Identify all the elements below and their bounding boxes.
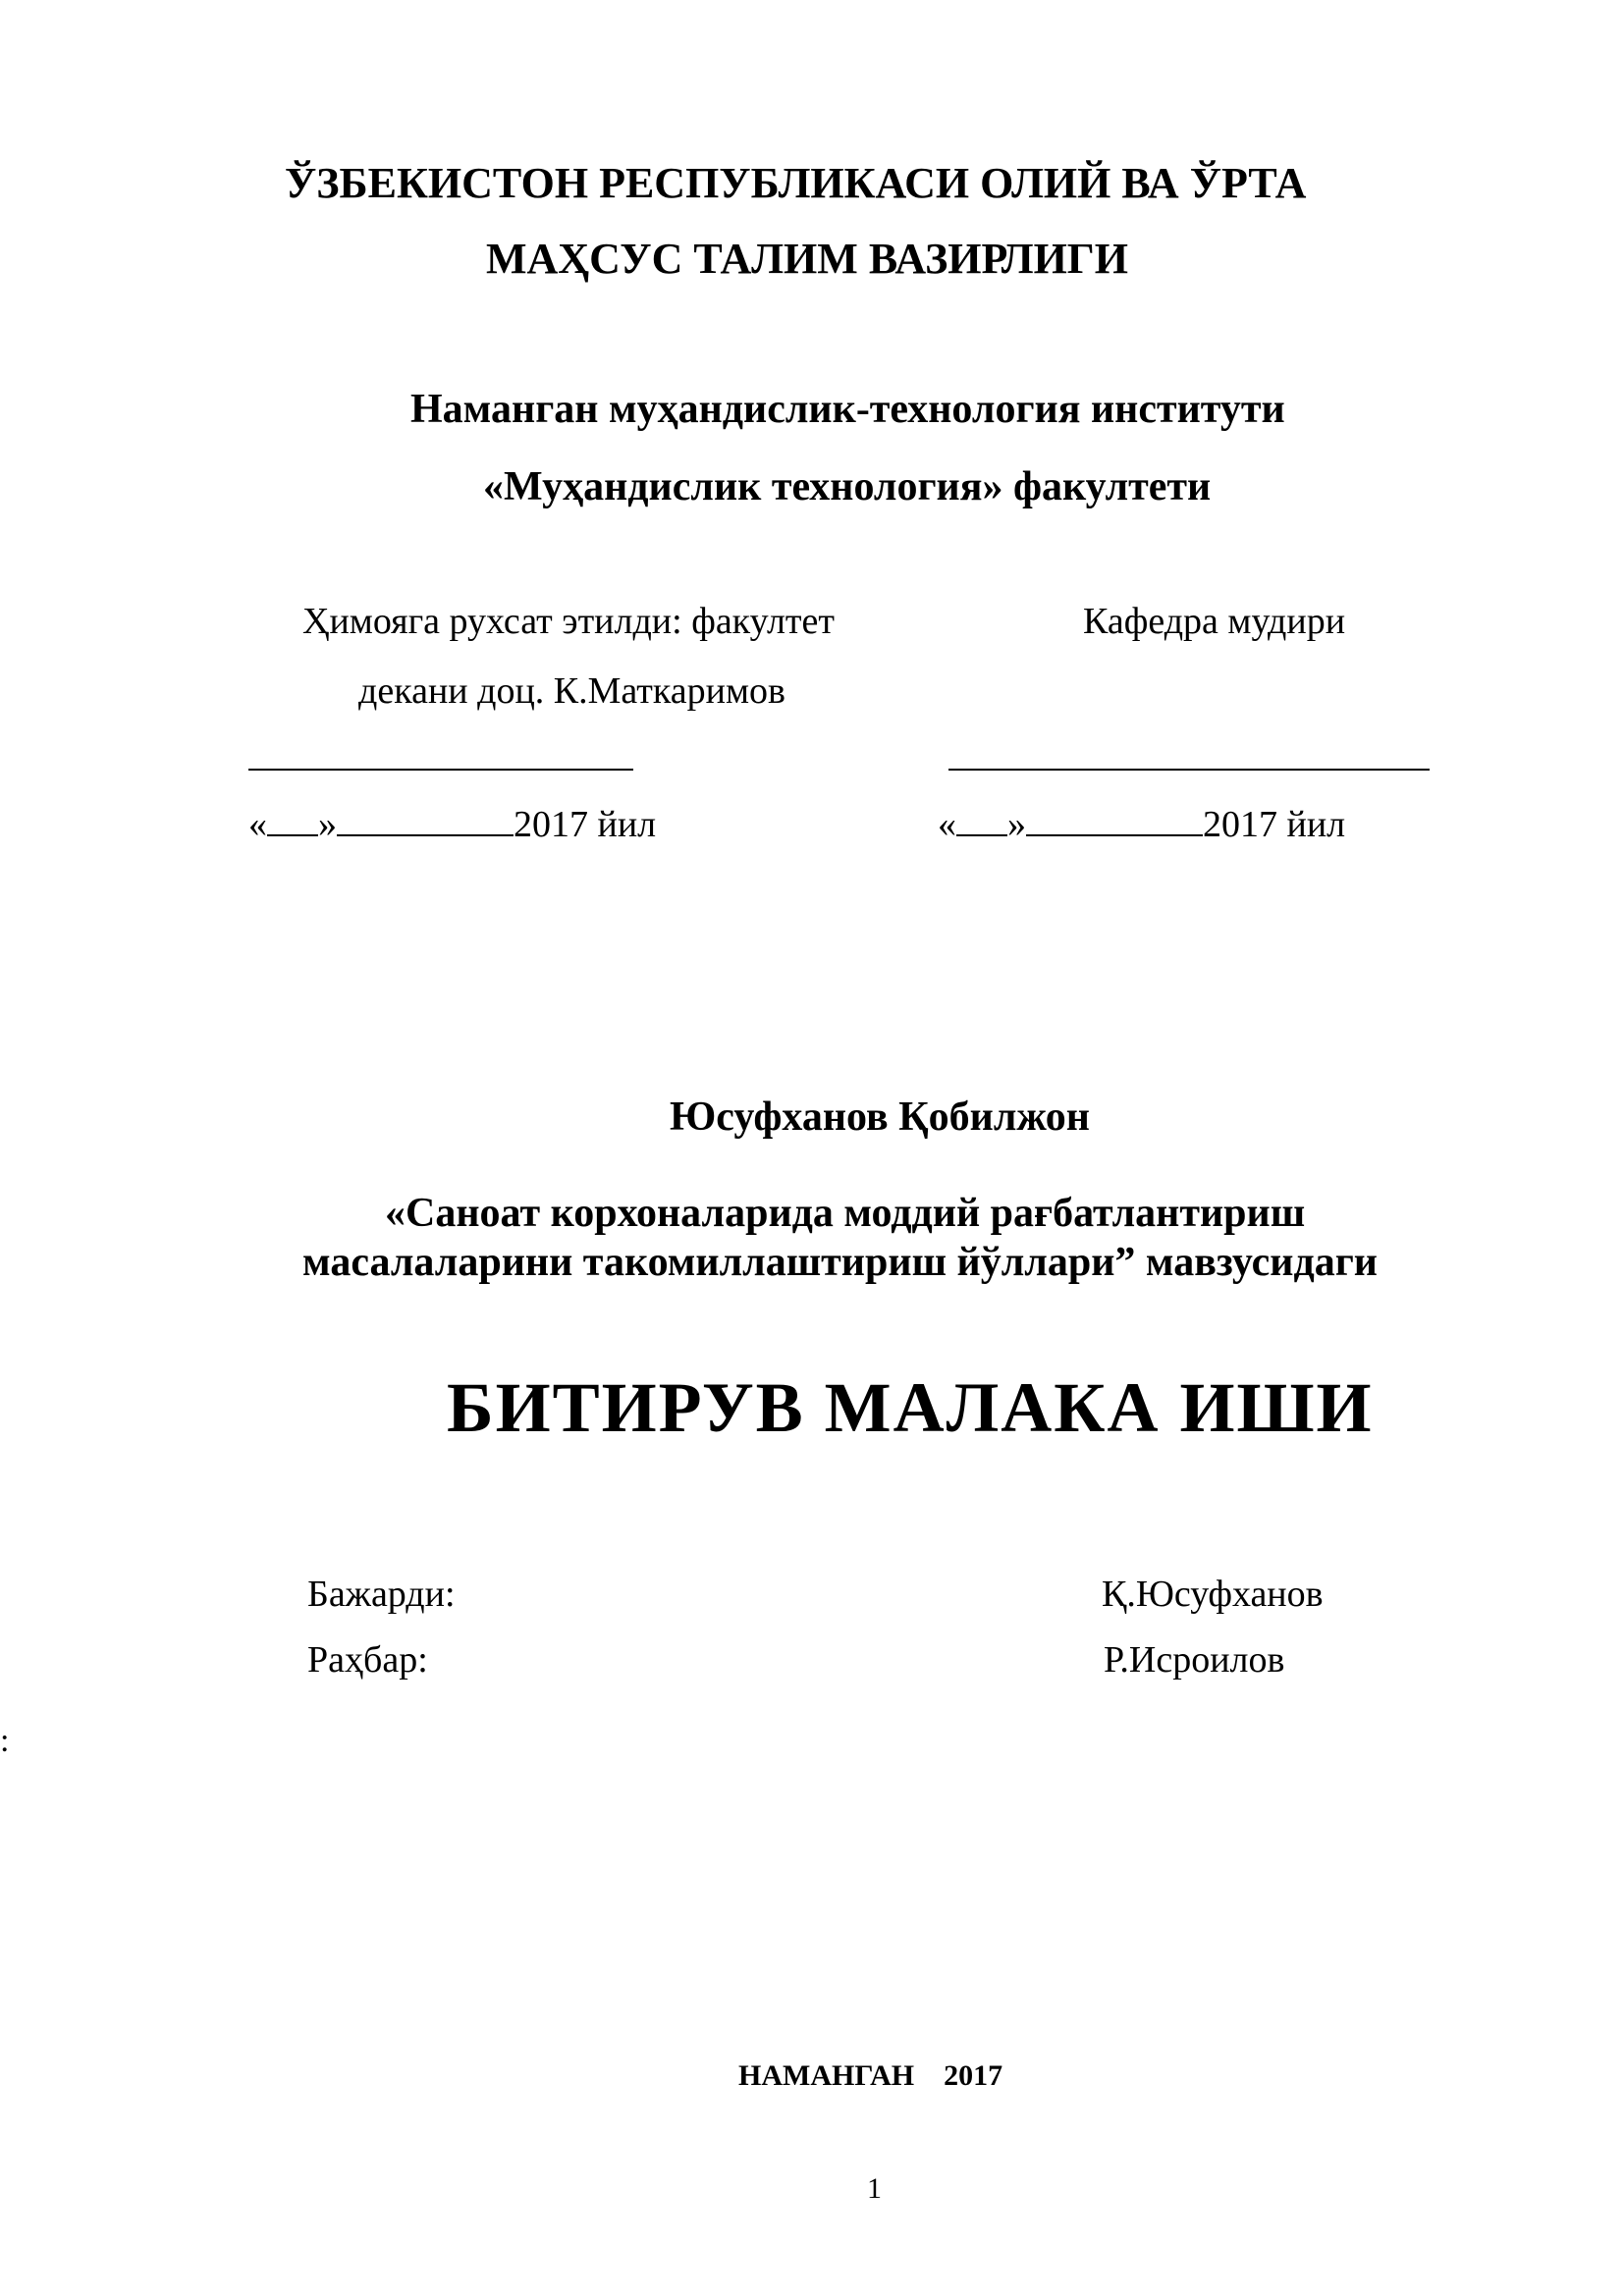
date-field-left (248, 805, 656, 843)
approval-left-line-1: Ҳимояга рухсат этилди: факултет (302, 601, 835, 642)
day-blank (267, 805, 318, 836)
date-year: 2017 йил (514, 804, 657, 845)
topic-line-2: масалаларини такомиллаштириш йўллари” мавзусидаги (302, 1240, 1378, 1285)
date-close-quote: » (1007, 804, 1026, 845)
topic-line-1: «Саноат корхоналарида моддий рағбатлантириш (385, 1191, 1306, 1236)
role-label-performer: Бажарди: (307, 1574, 456, 1615)
ministry-line-1: ЎЗБЕКИСТОН РЕСПУБЛИКАСИ ОЛИЙ ВА ЎРТА (285, 159, 1307, 207)
institute-name: Наманган муҳандислик-технология институти (410, 387, 1285, 432)
city-year: НАМАНГАН 2017 (738, 2059, 1003, 2092)
role-name-supervisor: Р.Исроилов (1104, 1639, 1285, 1681)
role-name-performer: Қ.Юсуфханов (1102, 1574, 1324, 1615)
date-year: 2017 йил (1203, 804, 1346, 845)
faculty-name: «Муҳандислик технология» факултети (483, 464, 1212, 509)
date-close-quote: » (318, 804, 337, 845)
month-blank (1026, 805, 1203, 836)
month-blank (337, 805, 514, 836)
day-blank (956, 805, 1007, 836)
signature-line-right (948, 769, 1430, 771)
ministry-line-2: МАҲСУС ТАЛИМ ВАЗИРЛИГИ (486, 235, 1129, 283)
work-title: БИТИРУВ МАЛАКА ИШИ (447, 1368, 1374, 1447)
approval-right-line-1: Кафедра мудири (1083, 601, 1346, 642)
date-open-quote: « (938, 804, 956, 845)
stray-colon-mark: : (0, 1723, 10, 1759)
role-label-supervisor: Раҳбар: (307, 1639, 428, 1681)
approval-left-line-2: декани доц. К.Маткаримов (358, 670, 785, 712)
date-field-right (938, 805, 1345, 843)
signature-line-left (248, 769, 633, 771)
author-name: Юсуфханов Қобилжон (670, 1095, 1090, 1140)
page-number: 1 (867, 2172, 882, 2205)
date-open-quote: « (248, 804, 267, 845)
